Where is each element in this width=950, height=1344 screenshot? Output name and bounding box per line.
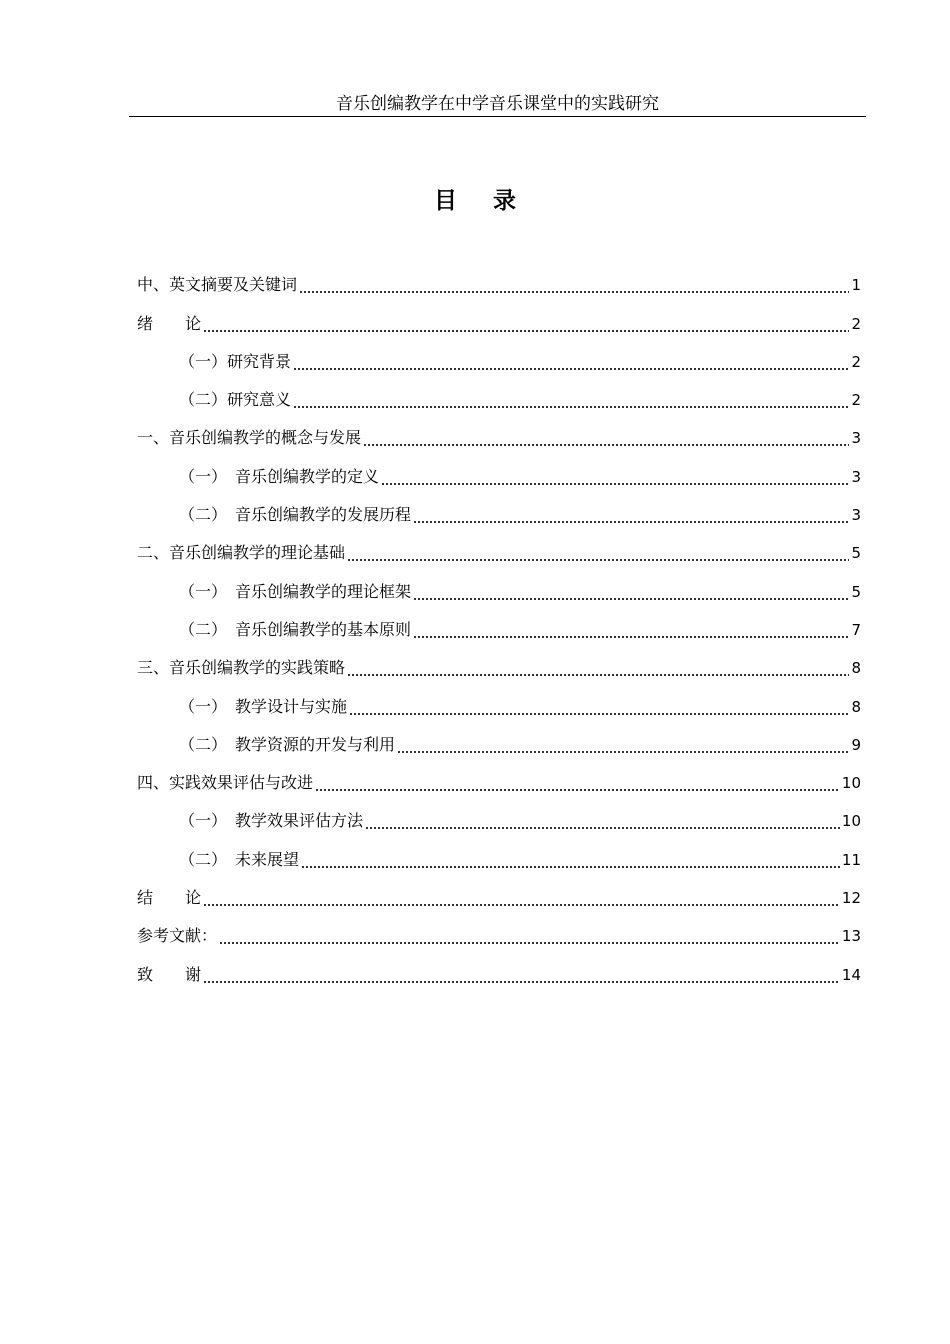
toc-entry-text: 参考文献：: [137, 926, 218, 946]
toc-entry-text: （二） 教学资源的开发与利用: [179, 734, 396, 754]
toc-page-number: 10: [841, 774, 861, 793]
toc-entry-text: （一）研究背景: [179, 351, 292, 371]
toc-entry-text: （一） 音乐创编教学的理论框架: [179, 581, 412, 601]
dot-leader: [413, 521, 849, 523]
toc-entry-text: 一、音乐创编教学的概念与发展: [137, 428, 362, 448]
toc-page-number: 7: [851, 620, 861, 639]
toc-page-number: 14: [841, 965, 861, 984]
dot-leader: [301, 866, 840, 868]
toc-entry[interactable]: [137, 760, 861, 798]
toc-entry-text: （二） 音乐创编教学的基本原则: [179, 619, 412, 639]
toc-entry-text: （二）研究意义: [179, 390, 292, 410]
toc-entry-text: 致 谢: [137, 964, 202, 984]
dot-leader: [397, 751, 849, 753]
toc-page-number: 12: [841, 889, 861, 908]
toc-entry-text: 绪 论: [137, 313, 202, 333]
dot-leader: [203, 330, 849, 332]
dot-leader: [347, 559, 849, 561]
toc-page-number: 13: [841, 927, 861, 946]
dot-leader: [315, 789, 840, 791]
toc-entry-text: 二、音乐创编教学的理论基础: [137, 543, 346, 563]
toc-page-number: 3: [851, 429, 861, 448]
toc-page-number: 2: [851, 352, 861, 371]
toc-page-number: 1: [851, 276, 861, 295]
toc-entry[interactable]: [137, 951, 861, 989]
dot-leader: [299, 291, 849, 293]
toc-entry-text: 中、英文摘要及关键词: [137, 275, 298, 295]
dot-leader: [219, 942, 840, 944]
toc-title: 目录: [434, 187, 552, 214]
toc-entry-text: 四、实践效果评估与改进: [137, 773, 314, 793]
toc-page-number: 9: [851, 735, 861, 754]
toc-entry-text: （一） 教学设计与实施: [179, 696, 348, 716]
toc-entry[interactable]: [137, 530, 861, 568]
toc-entry[interactable]: [137, 300, 861, 338]
toc-entry-text: 三、音乐创编教学的实践策略: [137, 658, 346, 678]
toc-entry[interactable]: [137, 492, 861, 530]
dot-leader: [363, 444, 849, 446]
toc-entry-text: （二） 音乐创编教学的发展历程: [179, 505, 412, 525]
toc-page-number: 5: [851, 544, 861, 563]
toc-page-number: 2: [851, 314, 861, 333]
dot-leader: [293, 406, 849, 408]
toc-entry-text: （一） 教学效果评估方法: [179, 811, 364, 831]
toc-entry[interactable]: [137, 645, 861, 683]
dot-leader: [293, 368, 849, 370]
dot-leader: [203, 904, 840, 906]
toc-page-number: 5: [851, 582, 861, 601]
toc-entry[interactable]: [137, 453, 861, 491]
toc-entry[interactable]: [137, 607, 861, 645]
toc-page-number: 8: [851, 697, 861, 716]
running-header: 音乐创编教学在中学音乐课堂中的实践研究: [129, 92, 866, 117]
toc-page-number: 8: [851, 659, 861, 678]
toc-entry[interactable]: [137, 913, 861, 951]
toc-page-number: 10: [841, 812, 861, 831]
toc-entry[interactable]: [137, 836, 861, 874]
toc-entry[interactable]: [137, 722, 861, 760]
toc-page-number: 3: [851, 467, 861, 486]
toc-entry[interactable]: [137, 377, 861, 415]
dot-leader: [381, 483, 849, 485]
toc-page-number: 2: [851, 391, 861, 410]
dot-leader: [413, 636, 849, 638]
toc-entry[interactable]: [137, 683, 861, 721]
dot-leader: [413, 598, 849, 600]
toc-entry[interactable]: [137, 798, 861, 836]
dot-leader: [349, 713, 849, 715]
toc-entry-text: 结 论: [137, 888, 202, 908]
toc-entry[interactable]: [137, 568, 861, 606]
toc-entry[interactable]: [137, 339, 861, 377]
dot-leader: [347, 674, 849, 676]
toc-entry[interactable]: [137, 262, 861, 300]
toc-page-number: 11: [841, 850, 861, 869]
toc-entry[interactable]: [137, 415, 861, 453]
toc-entry[interactable]: [137, 875, 861, 913]
dot-leader: [203, 981, 840, 983]
toc-entry-text: （二） 未来展望: [179, 849, 300, 869]
toc-page-number: 3: [851, 506, 861, 525]
toc-entry-text: （一） 音乐创编教学的定义: [179, 466, 380, 486]
toc-list: [137, 262, 861, 990]
dot-leader: [365, 827, 840, 829]
